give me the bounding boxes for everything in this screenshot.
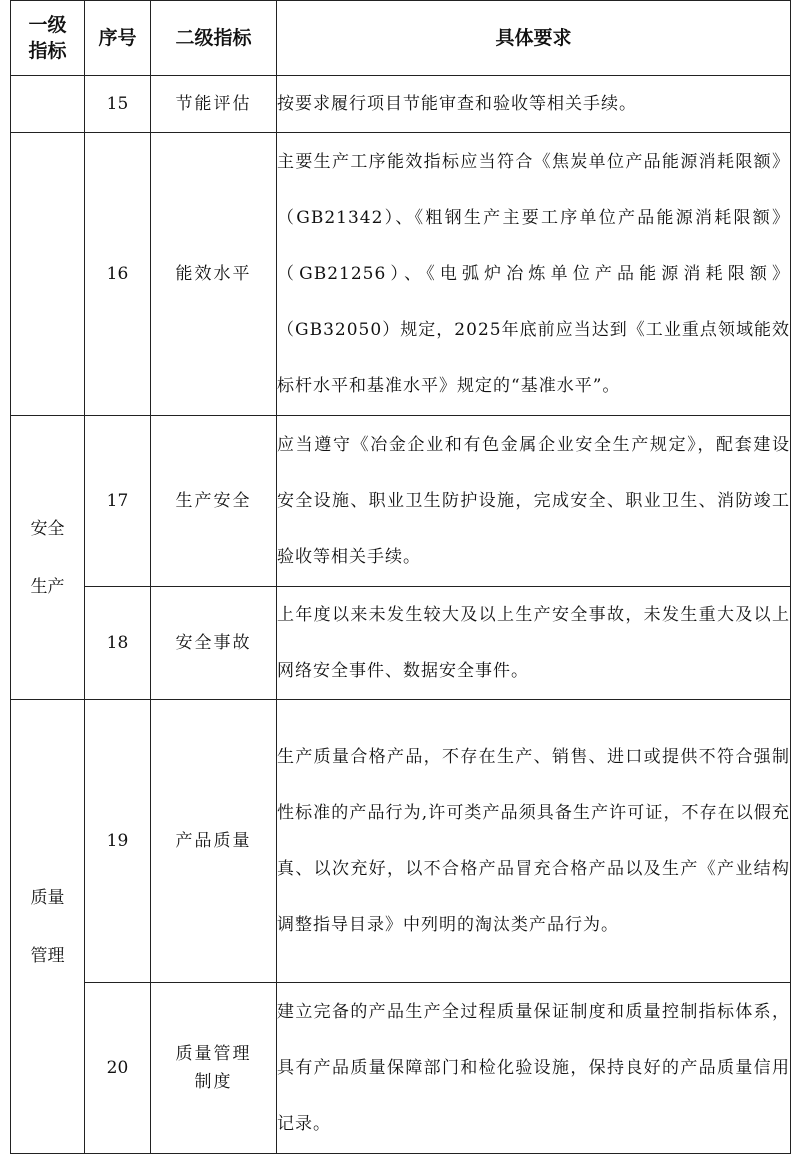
row-number: 20 (85, 983, 151, 1154)
header-requirement: 具体要求 (277, 1, 791, 76)
row-number: 16 (85, 133, 151, 416)
row-number: 15 (85, 76, 151, 133)
group-safety-production (11, 416, 85, 700)
requirement-text: 主要生产工序能效指标应当符合《焦炭单位产品能源消耗限额》（GB21342）、《粗钢生产主要工序单位产品能源消耗限额》（GB21256）、《电弧炉冶炼单位产品能源消耗限额》（GB32050）规定，2025年底前应当达到《工业重点领域能效标杆水平和基准水平》规定的“基准水平”。 (277, 133, 791, 416)
table-row (11, 700, 791, 983)
header-secondary-indicator: 二级指标 (151, 1, 277, 76)
table-row (11, 587, 791, 700)
secondary-indicator: 生产安全 (151, 416, 277, 587)
group-safety-line2: 生产 (30, 576, 65, 597)
secondary-indicator: 产品质量 (151, 700, 277, 983)
table-row (11, 133, 791, 416)
row-number: 17 (85, 416, 151, 587)
table-row (11, 76, 791, 133)
table-row (11, 416, 791, 587)
requirement-text: 应当遵守《冶金企业和有色金属企业安全生产规定》，配套建设安全设施、职业卫生防护设施，完成安全、职业卫生、消防竣工验收等相关手续。 (277, 416, 791, 587)
group-safety-line1: 安全 (30, 518, 65, 539)
secondary-indicator: 能效水平 (151, 133, 277, 416)
requirement-text: 按要求履行项目节能审查和验收等相关手续。 (277, 76, 791, 133)
requirement-text: 生产质量合格产品，不存在生产、销售、进口或提供不符合强制性标准的产品行为,许可类产品须具备生产许可证，不存在以假充真、以次充好，以不合格产品冒充合格产品以及生产《产业结构调整指导目录》中列明的淘汰类产品行为。 (277, 700, 791, 983)
secondary-indicator: 安全事故 (151, 587, 277, 700)
secondary-indicator-line1: 质量管理 (175, 1044, 252, 1064)
row-number: 18 (85, 587, 151, 700)
group-cell-empty (11, 76, 85, 133)
group-quality-line1: 质量 (30, 887, 65, 908)
requirement-text: 上年度以来未发生较大及以上生产安全事故，未发生重大及以上网络安全事件、数据安全事件。 (277, 587, 791, 700)
group-cell-empty (11, 133, 85, 416)
requirement-text: 建立完备的产品生产全过程质量保证制度和质量控制指标体系，具有产品质量保障部门和检化验设施，保持良好的产品质量信用记录。 (277, 983, 791, 1154)
requirements-table (10, 0, 791, 1154)
secondary-indicator: 节能评估 (151, 76, 277, 133)
header-primary-line2: 指标 (28, 40, 67, 62)
header-serial-number: 序号 (85, 1, 151, 76)
secondary-indicator (151, 983, 277, 1154)
header-row (11, 1, 791, 76)
header-primary-line1: 一级 (28, 14, 67, 36)
group-quality-line2: 管理 (30, 945, 65, 966)
group-quality-management (11, 700, 85, 1154)
secondary-indicator-line2: 制度 (194, 1072, 233, 1092)
header-primary-indicator (11, 1, 85, 76)
table-row (11, 983, 791, 1154)
row-number: 19 (85, 700, 151, 983)
